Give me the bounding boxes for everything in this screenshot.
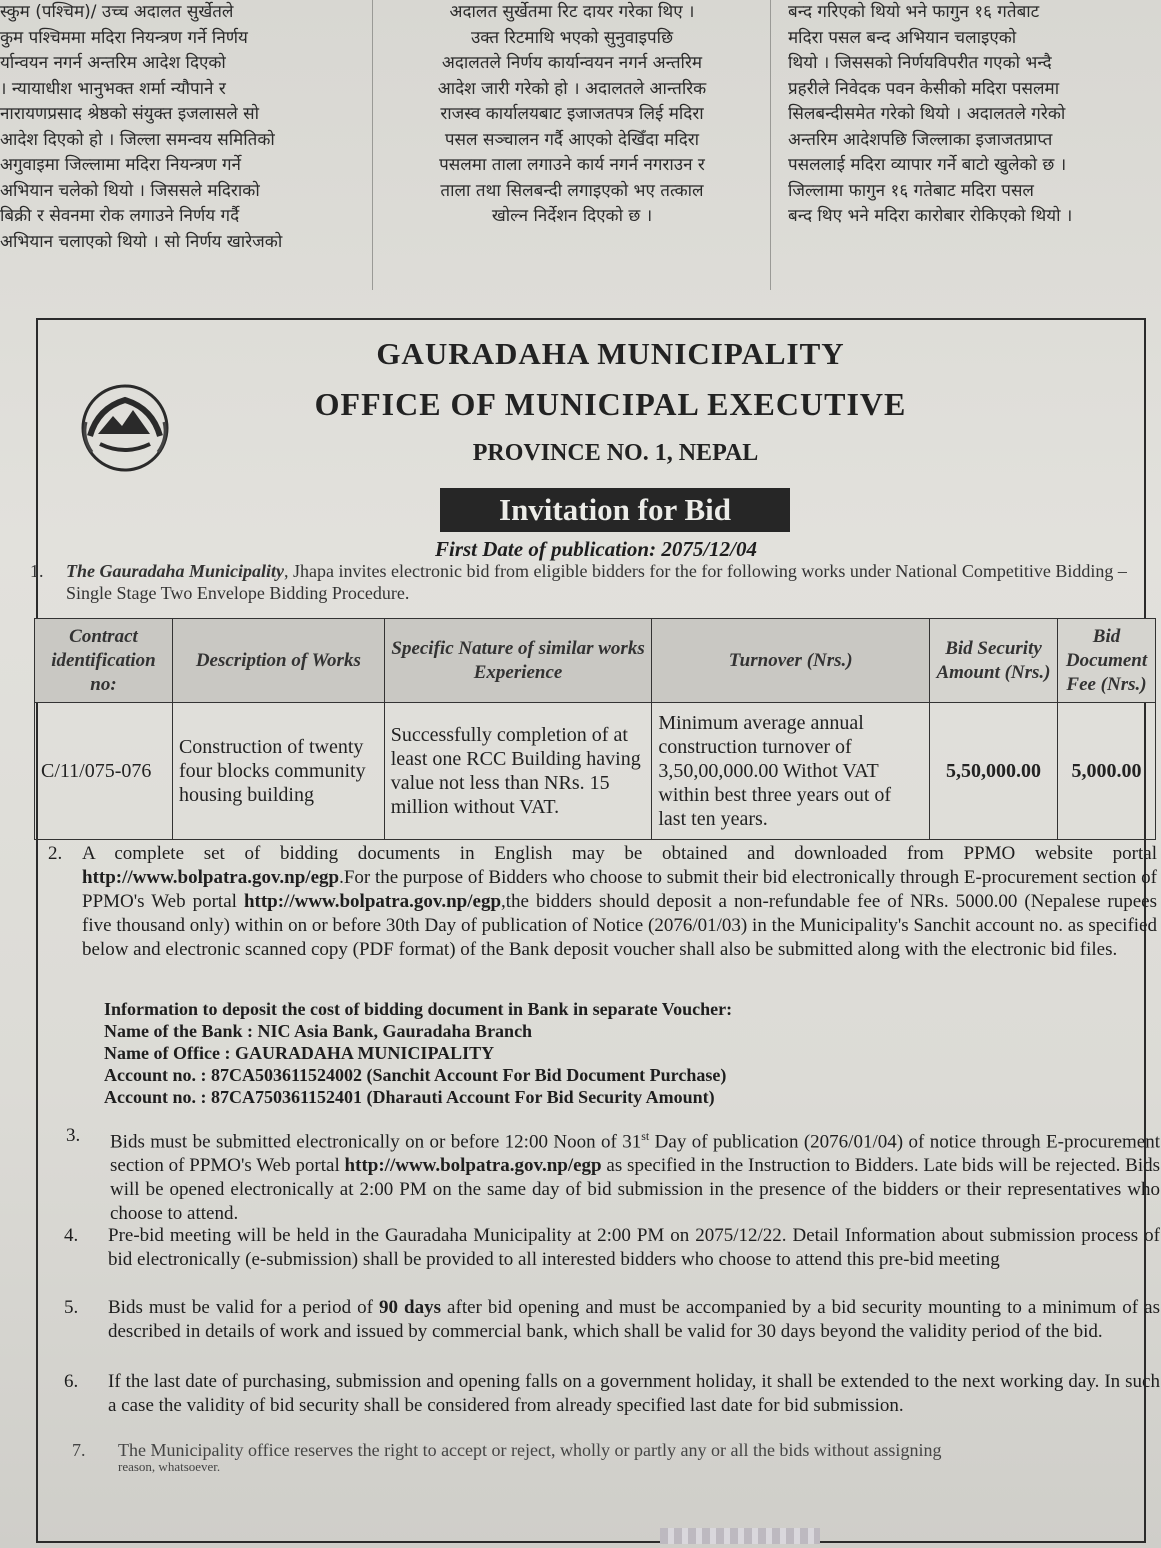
news-line: अदालत सुर्खेतमा रिट दायर गरेका थिए । [449,2,695,22]
news-line: नारायणप्रसाद श्रेष्ठको संयुक्त इजलासले सो [0,104,260,124]
news-line: अदालतले निर्णय कार्यान्वयन नगर्न अन्तरिम [441,53,703,73]
table-cell: 5,50,000.00 [930,703,1058,840]
clause-text: , Jhapa invites electronic bid from eligible bidders for the for following works under National Competitive Bidding –Single Stage Two Envelope Bidding Procedure. [66,561,1127,603]
news-line: अभियान चलाएको थियो । सो निर्णय खारेजको [0,231,283,252]
ppmo-portal-link[interactable]: http://www.bolpatra.gov.np/egp [344,1155,602,1177]
clause-text: ,the bidders should deposit a non-refundable fee of NRs. 5000.00 (Nepalese rupees five thousand only) within on or before 30th Day of publication of Notice (2076/01/03) in the Municipality's Sanchit account no. as specified below and electronic scanned copy (PDF format) of the Bank deposit voucher shall also be submitted along with the electronic bid files. [82,891,1157,960]
column-header: Specific Nature of similar works Experience [384,619,652,703]
decorative-border-strip [660,1528,820,1544]
table-cell: 5,000.00 [1057,703,1155,840]
column-header: Description of Works [172,619,384,703]
clause-text: Day of publication (2076/01/04) of notice through E-procurement section of PPMO's Web portal [110,1131,1160,1177]
municipality-name: GAURADAHA MUNICIPALITY [376,336,845,371]
column-divider [770,0,771,290]
province-name: PROVINCE NO. 1, NEPAL [472,440,759,466]
news-line: बिक्री र सेवनमा रोक लगाउने निर्णय गर्दै [0,206,240,226]
news-line: पसललाई मदिरा व्यापार गर्ने बाटो खुलेको छ । [788,155,1067,175]
news-line: स्कुम (पश्चिम)/ उच्च अदालत सुर्खेतले [0,2,234,22]
ppmo-portal-link[interactable]: http://www.bolpatra.gov.np/egp [243,891,502,912]
news-column-right [788,0,1148,300]
clause-number: 5. [64,1297,79,1318]
news-line: बन्द गरिएको थियो भने फागुन १६ गतेबाट [788,2,1040,22]
organization-name: The Gauradaha Municipality [66,561,285,581]
table-row [35,703,1156,840]
news-line: राजस्व कार्यालयबाट इजाजतपत्र लिई मदिरा [440,104,704,124]
clause-text: Pre-bid meeting will be held in the Gauradaha Municipality at 2:00 PM on 2075/12/22. Detail Information about submission process of bid electronically (e-submission) shall be provided to all interested bidders who choose to attend this pre-bid meeting [108,1225,1160,1270]
news-line: मदिरा पसल बन्द अभियान चलाइएको [788,27,1017,48]
table-cell: Construction of twenty four blocks community housing building [172,703,384,840]
news-line: सिलबन्दीसमेत गरेको थियो । अदालतले गरेको [788,104,1066,124]
table-cell: Minimum average annual construction turnover of 3,50,00,000.00 Withot VAT within best three years out of last ten years. [652,703,930,840]
news-line: खोल्न निर्देशन दिएको छ । [491,206,653,226]
news-line: अगुवाइमा जिल्लामा मदिरा नियन्त्रण गर्ने [0,155,241,175]
clause-3 [66,1124,1161,1226]
clause-text: The Municipality office reserves the right to accept or reject, wholly or partly any or all the bids without assigning [118,1440,942,1460]
news-column-middle [392,0,752,300]
column-divider [372,0,373,290]
table-header-row [35,619,1156,703]
table-cell: C/11/075-076 [35,703,173,840]
news-column-left [0,0,355,300]
column-header: Turnover (Nrs.) [652,619,930,703]
clause-6 [64,1370,1160,1418]
sanchit-account: Account no. : 87CA503611524002 (Sanchit Account For Bid Document Purchase) [104,1065,727,1085]
column-header: Bid Document Fee (Nrs.) [1057,619,1155,703]
clause-text: Bids must be submitted electronically on or before 12:00 Noon of 31 [110,1131,642,1153]
clause-2 [48,842,1157,962]
news-line: र्यान्वयन नगर्न अन्तरिम आदेश दिएको [0,53,226,73]
clause-5 [64,1296,1160,1344]
clause-text: A complete set of bidding documents in English may be obtained and downloaded from PPMO website portal [82,843,1157,864]
clause-number: 1. [30,561,44,581]
clause-number: 2. [48,843,63,864]
clause-number: 3. [66,1125,81,1146]
clause-1 [30,560,1156,604]
clause-text: .For the purpose of Bidders who choose to submit their bid electronically through E-procurement section of PPMO's Web portal [82,867,1157,912]
bid-works-table [34,618,1156,840]
news-line: पसलमा ताला लगाउने कार्य नगर्न नगराउन र [439,155,705,175]
column-header: Bid Security Amount (Nrs.) [930,619,1058,703]
news-line: पसल सञ्चालन गर्दै आएको देखिँदा मदिरा [444,129,700,150]
news-line: । न्यायाधीश भानुभक्त शर्मा न्यौपाने र [0,78,226,99]
notice-title: Invitation for Bid [440,488,790,532]
news-line: आदेश जारी गरेको हो । अदालतले आन्तरिक [437,78,707,99]
clause-text: after bid opening and must be accompanied by a bid security mounting to a minimum of as described in details of work and issued by commercial bank, which shall be valid for 30 days beyond the validity period of the bid. [108,1297,1160,1342]
clause-text: Bids must be valid for a period of [108,1297,379,1318]
publication-date: First Date of publication: 2075/12/04 [435,537,758,561]
office-name-line: Name of Office : GAURADAHA MUNICIPALITY [104,1043,495,1063]
clause-text: as specified in the Instruction to Bidders. Late bids will be rejected. Bids will be opened electronically at 2:00 PM on the same day of bid submission in the presence of the bidders or their representatives who choose to attend. [110,1155,1161,1225]
dharauti-account: Account no. : 87CA750361152401 (Dharauti Account For Bid Security Amount) [104,1087,715,1107]
news-line: उक्त रिटमाथि भएको सुनुवाइपछि [470,27,673,48]
clause-7 [72,1440,1160,1474]
news-line: ताला तथा सिलबन्दी लगाइएको भए तत्काल [440,180,704,201]
clause-4 [64,1224,1160,1272]
validity-days: 90 days [379,1297,442,1318]
news-line: थियो । जिससको निर्णयविपरीत गएको भन्दै [788,53,1052,73]
news-line: प्रहरीले निवेदक पवन केसीको मदिरा पसलमा [788,78,1060,99]
news-line: आदेश दिएको हो । जिल्ला समन्वय समितिको [0,129,275,150]
clause-number: 7. [72,1440,86,1460]
clause-text: reason, whatsoever. [118,1459,221,1474]
news-line: बन्द थिए भने मदिरा कारोबार रोकिएको थियो । [788,206,1073,226]
clause-text: If the last date of purchasing, submission and opening falls on a government holiday, it shall be extended to the next working day. In such a case the validity of bid security shall be considered from already specified last date for bid submission. [108,1371,1160,1416]
bank-deposit-info [104,998,1104,1108]
clause-number: 6. [64,1371,79,1392]
bank-info-heading: Information to deposit the cost of bidding document in Bank in separate Voucher: [104,999,733,1019]
column-header: Contract identification no: [35,619,173,703]
news-line: कुम पश्चिममा मदिरा नियन्त्रण गर्ने निर्णय [0,27,248,48]
clause-number: 4. [64,1225,79,1246]
ppmo-portal-link[interactable]: http://www.bolpatra.gov.np/egp [82,867,340,888]
news-line: अभियान चलेको थियो । जिससले मदिराको [0,180,260,201]
news-line: जिल्लामा फागुन १६ गतेबाट मदिरा पसल [788,180,1034,201]
ordinal-suffix: st [641,1129,650,1143]
news-line: अन्तरिम आदेशपछि जिल्लाका इजाजतप्राप्त [788,129,1053,150]
table-cell: Successfully completion of at least one RCC Building having value not less than NRs. 15 million without VAT. [384,703,652,840]
bank-name: Name of the Bank : NIC Asia Bank, Gauradaha Branch [104,1021,533,1041]
office-name: OFFICE OF MUNICIPAL EXECUTIVE [314,386,907,422]
